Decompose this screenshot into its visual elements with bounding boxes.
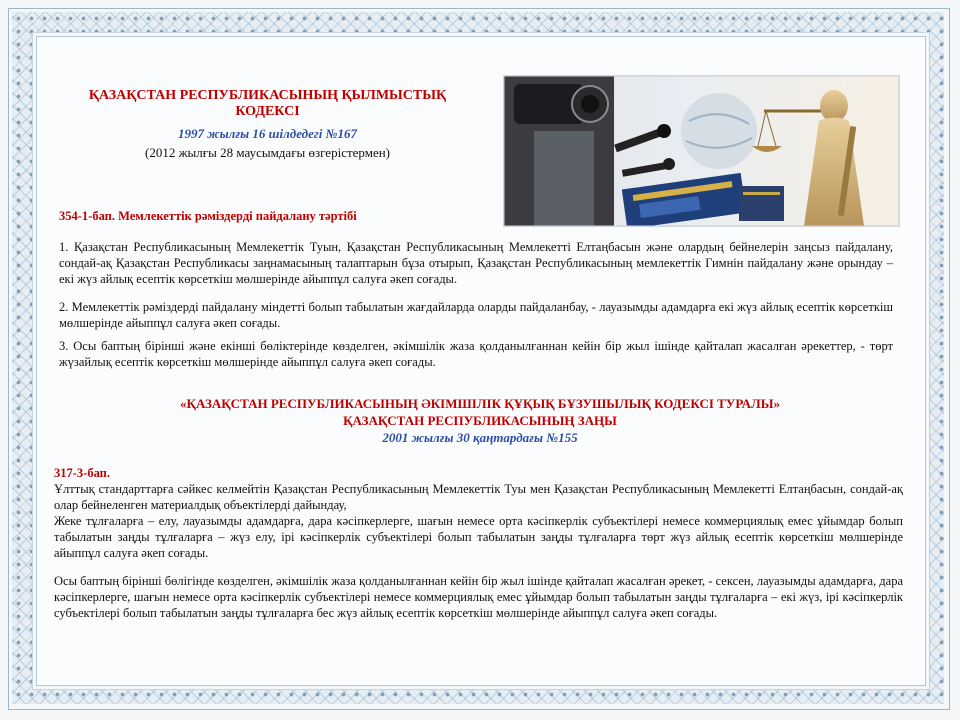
article-317-3-paragraph-1: Ұлттық стандарттарға сәйкес келмейтін Қазақстан Республикасының Мемлекеттік Туы мен Қазақстан Республикасының Мемлекетті Елтаңбасын, сондай-ақ олар бейнеленген материалдық объектілерді дайындау, (54, 482, 903, 512)
criminal-code-amendment: (2012 жылғы 28 маусымдағы өзгерістермен) (144, 145, 390, 160)
article-354-1-heading: 354-1-бап. Мемлекеттік рәміздерді пайдалану тәртібі (59, 209, 357, 223)
admin-code-title-line-2: ҚАЗАҚСТАН РЕСПУБЛИКАСЫНЫҢ ЗАҢЫ (343, 413, 617, 428)
article-317-3-paragraph-3: Осы баптың бірінші бөлігінде көзделген, әкімшілік жаза қолданылғаннан кейін бір жыл ішінде қайталап жасалған әрекет, - сексен, лауазымды адамдарға, дара кәсіпкерлерге, шағын немесе орта кәсіпкерлік субъектілері немесе коммерциялық емес ұйымдар болып табылатын заңды тұлғаларға – екі жүз, ірі кәсіпкерлік субъектілері болып табылатын заңды тұлғаларға бес жүз айлық есептік көрсеткіш мөлшерінде айыппұл салуға әкеп соғады. (54, 574, 903, 620)
justice-photo-collage (503, 75, 900, 227)
article-354-1-paragraph-3: 3. Осы баптың бірінші және екінші бөліктерінде көзделген, әкімшілік жаза қолданылғаннан кейін бір жыл ішінде қайталап жасалған әрекеттер, - төрт жүзайлық есептік көрсеткіш мөлшерінде айыппұл салуға әкеп соғады. (59, 339, 893, 369)
admin-code-title-line-1: «ҚАЗАҚСТАН РЕСПУБЛИКАСЫНЫҢ ӘКІМШІЛІК ҚҰҚЫҚ БҰЗУШЫЛЫҚ КОДЕКСІ ТУРАЛЫ» (180, 396, 780, 411)
article-354-1-paragraph-2: 2. Мемлекеттік рәміздерді пайдалану міндетті болып табылатын жағдайларда оларды пайдаланбау, - лауазымды адамдарға екі жүз айлық есептік көрсеткіш мөлшерінде айыппұл салуға әкеп соғады. (59, 300, 893, 330)
article-354-1-paragraph-1: 1. Қазақстан Республикасының Мемлекеттік Туын, Қазақстан Республикасының Мемлекетті Елтаңбасын және олардың бейнелерін заңсыз пайдалану, сондай-ақ Қазақстан Республикасы заңнамасының талаптарын бұза отырып, Қазақстан Республикасының мемлекеттік Гимнін пайдалану және орындау – екі жүз айлық есептік көрсеткіш мөлшерінде айыппұл салуға әкеп соғады. (59, 240, 893, 286)
justice-collage-image (504, 76, 899, 226)
admin-code-date: 2001 жылғы 30 қаңтардағы №155 (382, 430, 578, 445)
article-317-3-paragraph-2: Жеке тұлғаларға – елу, лауазымды адамдарға, дара кәсіпкерлерге, шағын немесе орта кәсіпкерлік субъектілері немесе коммерциялық емес ұйымдар болып табылатын заңды тұлғаларға – жүз елу, ірі кәсіпкерлік субъектілері болып табылатын заңды тұлғаларға төрт жүз айлық есептік көрсеткіш мөлшерінде айыппұл салуға әкеп соғады. (54, 514, 903, 560)
criminal-code-date: 1997 жылғы 16 шілдедегі №167 (178, 126, 357, 141)
criminal-code-title: ҚАЗАҚСТАН РЕСПУБЛИКАСЫНЫҢ ҚЫЛМЫСТЫҚ КОДЕКСІ (88, 88, 447, 119)
article-317-3-heading: 317-3-бап. (54, 466, 110, 480)
